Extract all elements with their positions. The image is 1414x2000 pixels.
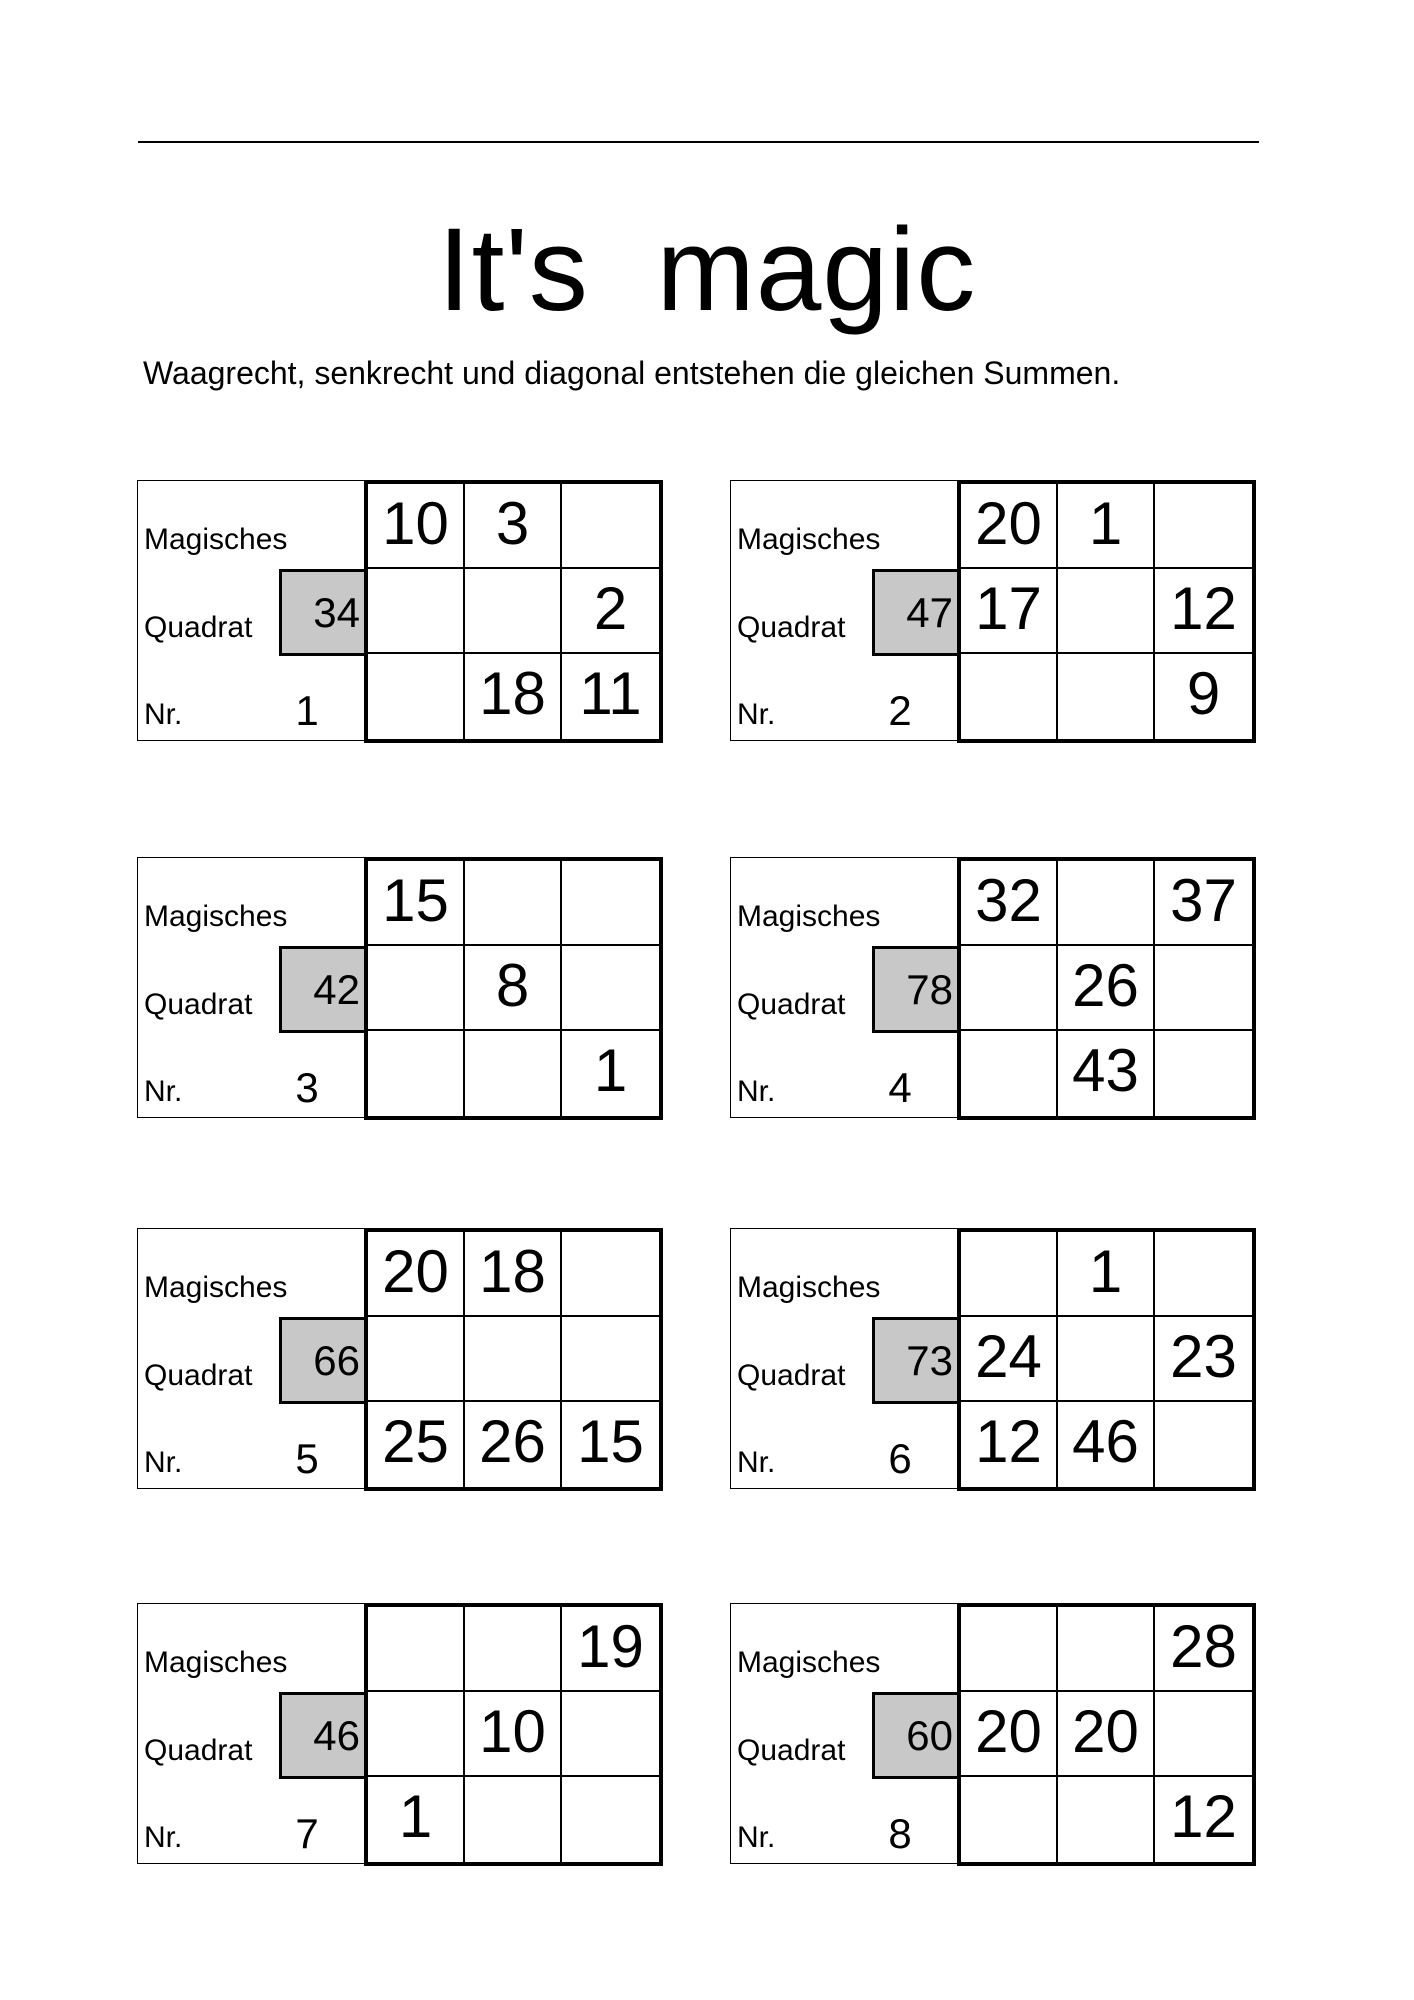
grid-cell[interactable]: 12 <box>1155 569 1252 654</box>
grid-cell[interactable] <box>562 1692 659 1777</box>
grid-cell[interactable] <box>1058 654 1155 739</box>
grid-cell[interactable] <box>1155 1232 1252 1317</box>
grid-cell[interactable]: 1 <box>1058 1232 1155 1317</box>
grid-cell[interactable]: 11 <box>579 660 642 727</box>
label-panel <box>730 480 958 741</box>
label-quadrat: Quadrat <box>144 988 253 1021</box>
magic-square-grid <box>364 1228 663 1491</box>
magic-sum-box: 73 <box>872 1317 959 1404</box>
grid-cell[interactable] <box>368 654 465 739</box>
magic-square-grid <box>364 480 663 743</box>
magic-sum-box: 34 <box>279 569 366 656</box>
grid-cell[interactable]: 43 <box>1058 1031 1155 1116</box>
magic-square-puzzle-6 <box>730 1228 1256 1491</box>
grid-cell[interactable] <box>465 1031 562 1116</box>
grid-cell[interactable] <box>465 569 562 654</box>
instructions-text: Waagrecht, senkrecht und diagonal entstehen die gleichen Summen. <box>143 355 1121 391</box>
grid-cell[interactable] <box>368 1031 465 1116</box>
puzzle-number: 4 <box>888 1064 912 1111</box>
grid-cell[interactable]: 1 <box>593 1037 628 1104</box>
grid-cell[interactable] <box>368 1692 465 1777</box>
magic-square-grid <box>364 857 663 1120</box>
grid-cell[interactable]: 10 <box>368 484 465 569</box>
grid-cell[interactable]: 1 <box>1058 484 1155 569</box>
grid-cell[interactable] <box>1058 861 1155 946</box>
grid-cell[interactable]: 17 <box>961 569 1058 654</box>
grid-cell[interactable] <box>368 1607 465 1692</box>
grid-cell[interactable]: 10 <box>465 1692 562 1777</box>
magic-sum-box: 46 <box>279 1692 366 1779</box>
grid-cell[interactable]: 23 <box>1155 1317 1252 1402</box>
magic-square-puzzle-2 <box>730 480 1256 743</box>
label-panel <box>730 857 958 1118</box>
grid-cell[interactable]: 12 <box>961 1402 1058 1487</box>
grid-cell[interactable]: 26 <box>465 1402 562 1487</box>
label-magisches: Magisches <box>144 1271 288 1304</box>
label-magisches: Magisches <box>144 900 288 933</box>
grid-cell[interactable]: 12 <box>1170 1783 1237 1850</box>
top-rule <box>138 141 1259 143</box>
label-panel <box>137 1603 365 1864</box>
grid-cell[interactable]: 18 <box>465 654 562 739</box>
label-panel <box>730 1603 958 1864</box>
grid-cell[interactable] <box>562 484 659 569</box>
grid-cell[interactable]: 28 <box>1155 1607 1252 1692</box>
grid-cell[interactable]: 25 <box>368 1402 465 1487</box>
grid-cell[interactable]: 15 <box>368 861 465 946</box>
grid-cell[interactable] <box>961 1232 1058 1317</box>
grid-cell[interactable] <box>562 1232 659 1317</box>
grid-cell[interactable] <box>562 1317 659 1402</box>
magic-sum-box: 60 <box>872 1692 959 1779</box>
grid-cell[interactable]: 1 <box>368 1777 465 1862</box>
label-nr: Nr. <box>144 1821 183 1854</box>
grid-cell[interactable] <box>465 1317 562 1402</box>
grid-cell[interactable]: 3 <box>465 484 562 569</box>
puzzle-number: 2 <box>888 687 912 734</box>
puzzle-number: 3 <box>295 1064 319 1111</box>
label-nr: Nr. <box>737 1446 776 1479</box>
magic-square-puzzle-1 <box>137 480 663 743</box>
magic-sum-box: 66 <box>279 1317 366 1404</box>
grid-cell[interactable] <box>961 654 1058 739</box>
grid-cell[interactable]: 20 <box>368 1232 465 1317</box>
grid-cell[interactable]: 26 <box>1058 946 1155 1031</box>
grid-cell[interactable] <box>465 1607 562 1692</box>
magic-square-puzzle-8 <box>730 1603 1256 1866</box>
grid-cell[interactable]: 20 <box>961 484 1058 569</box>
puzzle-number: 5 <box>295 1435 319 1482</box>
grid-cell[interactable] <box>1155 1402 1252 1487</box>
magic-sum-box: 42 <box>279 946 366 1033</box>
magic-square-grid <box>957 1228 1256 1491</box>
magic-sum-box: 78 <box>872 946 959 1033</box>
grid-cell[interactable]: 19 <box>562 1607 659 1692</box>
magic-square-grid <box>957 480 1256 743</box>
grid-cell[interactable]: 15 <box>577 1408 644 1475</box>
grid-cell[interactable] <box>1058 1317 1155 1402</box>
label-panel <box>137 857 365 1118</box>
grid-cell[interactable] <box>1058 569 1155 654</box>
label-nr: Nr. <box>144 1446 183 1479</box>
grid-cell[interactable]: 18 <box>465 1232 562 1317</box>
grid-cell[interactable] <box>562 1777 659 1862</box>
page-title: It's magic <box>437 204 977 336</box>
label-panel <box>137 1228 365 1489</box>
grid-cell[interactable] <box>1155 946 1252 1031</box>
grid-cell[interactable] <box>1155 484 1252 569</box>
grid-cell[interactable] <box>961 1031 1058 1116</box>
label-quadrat: Quadrat <box>737 1734 846 1767</box>
label-nr: Nr. <box>737 1821 776 1854</box>
grid-cell[interactable] <box>1058 1607 1155 1692</box>
grid-cell[interactable] <box>1155 1692 1252 1777</box>
grid-cell[interactable]: 46 <box>1058 1402 1155 1487</box>
label-quadrat: Quadrat <box>144 1359 253 1392</box>
label-quadrat: Quadrat <box>144 611 253 644</box>
grid-cell[interactable] <box>368 1317 465 1402</box>
grid-cell[interactable]: 37 <box>1155 861 1252 946</box>
puzzle-number: 6 <box>888 1435 912 1482</box>
label-nr: Nr. <box>144 698 183 731</box>
magic-square-puzzle-5 <box>137 1228 663 1491</box>
magic-square-puzzle-7 <box>137 1603 663 1866</box>
grid-cell[interactable] <box>961 946 1058 1031</box>
puzzle-number: 1 <box>295 687 319 734</box>
grid-cell[interactable] <box>368 569 465 654</box>
grid-cell[interactable] <box>465 861 562 946</box>
label-magisches: Magisches <box>144 523 288 556</box>
magic-sum-box: 47 <box>872 569 959 656</box>
grid-cell[interactable] <box>1155 1031 1252 1116</box>
label-nr: Nr. <box>144 1075 183 1108</box>
magic-square-grid <box>957 857 1256 1120</box>
grid-cell[interactable]: 20 <box>1058 1692 1155 1777</box>
grid-cell[interactable] <box>368 946 465 1031</box>
label-nr: Nr. <box>737 698 776 731</box>
grid-cell[interactable] <box>465 1777 562 1862</box>
label-quadrat: Quadrat <box>737 611 846 644</box>
label-magisches: Magisches <box>737 1271 881 1304</box>
label-magisches: Magisches <box>737 900 881 933</box>
grid-cell[interactable] <box>961 1607 1058 1692</box>
label-magisches: Magisches <box>737 523 881 556</box>
grid-cell[interactable] <box>562 946 659 1031</box>
label-magisches: Magisches <box>737 1646 881 1679</box>
grid-cell[interactable]: 8 <box>465 946 562 1031</box>
grid-cell[interactable] <box>562 861 659 946</box>
grid-cell[interactable] <box>1058 1777 1155 1862</box>
grid-cell[interactable]: 2 <box>562 569 659 654</box>
puzzle-number: 7 <box>295 1810 319 1857</box>
label-panel <box>730 1228 958 1489</box>
label-magisches: Magisches <box>144 1646 288 1679</box>
label-quadrat: Quadrat <box>144 1734 253 1767</box>
magic-square-grid <box>957 1603 1256 1866</box>
grid-cell[interactable]: 32 <box>961 861 1058 946</box>
magic-square-puzzle-3 <box>137 857 663 1120</box>
grid-cell[interactable]: 24 <box>961 1317 1058 1402</box>
grid-cell[interactable]: 9 <box>1186 660 1221 727</box>
label-quadrat: Quadrat <box>737 1359 846 1392</box>
label-quadrat: Quadrat <box>737 988 846 1021</box>
label-panel <box>137 480 365 741</box>
puzzle-number: 8 <box>888 1810 912 1857</box>
magic-square-puzzle-4 <box>730 857 1256 1120</box>
label-nr: Nr. <box>737 1075 776 1108</box>
magic-square-grid <box>364 1603 663 1866</box>
grid-cell[interactable]: 20 <box>961 1692 1058 1777</box>
grid-cell[interactable] <box>961 1777 1058 1862</box>
